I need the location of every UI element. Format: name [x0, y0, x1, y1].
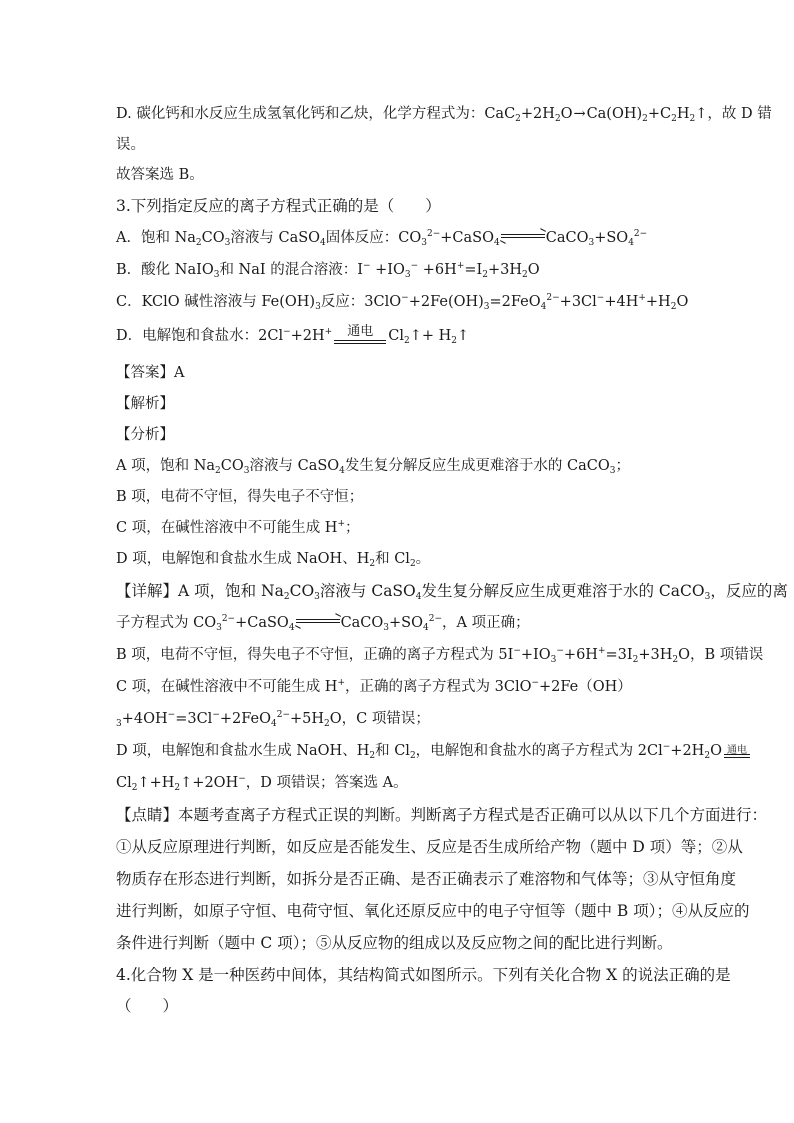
analysis-a: A 项，饱和 $Na_2CO_3$溶液与 CaSO$_4$发生复分解反应生成更难溶于水的 CaCO$_3$； — [116, 458, 630, 476]
question-4-stem: 4.化合物 X 是一种医药中间体，其结构简式如图所示。下列有关化合物 X 的说法正确的是 — [116, 966, 731, 984]
detail-line-7: $Cl_2↑+H_2↑+2OH^-$，D 项错误；答案选 A。 — [116, 774, 408, 793]
detail-line-1: 【详解】A 项，饱和 $Na_2CO_3$溶液与 CaSO$_4$发生复分解反应生成更难溶于水的 CaCO$_3$，反应的离 — [116, 582, 788, 602]
equilibrium-arrow-icon — [296, 615, 340, 629]
option-b: B．酸化 NaIO$_3$和 NaI 的混合溶液：$I^- +IO_3^- +6H^+=I_2+3H_2O$ — [116, 261, 540, 280]
electrolysis-condition: 通电 — [724, 743, 750, 759]
question-3-stem: 3.下列指定反应的离子方程式正确的是（ ） — [116, 197, 441, 215]
key-point-line-4: 进行判断，如原子守恒、电荷守恒、氧化还原反应中的电子守恒等（题中 B 项）；④从反应的 — [116, 902, 750, 920]
equilibrium-arrow-icon — [501, 230, 545, 244]
option-a: A．饱和 $Na_2CO_3$溶液与 CaSO$_4$固体反应：$CO_3^{2-}+CaSO_4$ $CaCO_3+SO_4^{2-}$ — [116, 229, 648, 248]
electrolysis-condition: 通电 — [334, 326, 386, 346]
detail-line-5: $_3+4OH^-=3Cl^-+2FeO_4^{2-}+5H_2O$，C 项错误； — [116, 710, 430, 729]
option-c: C．KClO 碱性溶液与 $Fe(OH)_3$反应：$3ClO^-+2Fe(OH)_3=2FeO_4^{2-}+3Cl^-+4H^++H_2O$ — [116, 293, 689, 312]
key-point-line-2: ①从反应原理进行判断，如反应是否能发生、反应是否生成所给产物（题中 D 项）等；②从 — [116, 838, 743, 856]
key-point-line-1: 【点睛】本题考查离子方程式正误的判断。判断离子方程式是否正确可以从以下几个方面进行： — [116, 806, 768, 824]
option-d: D．电解饱和食盐水：2Cl−+2H+ 通电 $Cl_2↑+$ $H_2↑$ — [116, 324, 470, 346]
option-d-previous-line: D. 碳化钙和水反应生成氢氧化钙和乙炔，化学方程式为：$CaC_2+2H_2O\to Ca(OH)_2+C_2H_2↑$，故 D 错 — [116, 106, 772, 124]
analysis-b: B 项，电荷不守恒，得失电子不守恒； — [116, 489, 364, 505]
analysis-c: C 项，在碱性溶液中不可能生成 H+； — [116, 519, 360, 536]
detail-line-3: B 项，电荷不守恒，得失电子不守恒，正确的离子方程式为 $5I^-+IO_3^-+6H^+=3I_2+3H_2O$，B 项错误 — [116, 646, 764, 665]
detail-line-2: 子方程式为 $CO_3^{2-}+CaSO_4$ $CaCO_3+SO_4^{2-}$，A 项正确； — [116, 614, 530, 633]
detail-line-6: D 项，电解饱和食盐水生成 NaOH、$H_2$和 $Cl_2$，电解饱和食盐水的离子方程式为 $2Cl^-+2H_2O$ 通电 — [116, 741, 752, 761]
answer-label: 【答案】A — [116, 365, 185, 381]
question-4-blank: （ ） — [116, 997, 179, 1015]
analysis-d: D 项，电解饱和食盐水生成 NaOH、$H_2$和 $Cl_2$。 — [116, 551, 431, 569]
text-line: 误。 — [116, 137, 145, 153]
detail-line-4: C 项，在碱性溶液中不可能生成 H+，正确的离子方程式为 3ClO−+2Fe（OH） — [116, 678, 632, 695]
key-point-line-3: 物质存在形态进行判断，如拆分是否正确、是否正确表示了难溶物和气体等；③从守恒角度 — [116, 870, 737, 888]
fenxi-label: 【分析】 — [116, 427, 174, 443]
key-point-line-5: 条件进行判断（题中 C 项）；⑤从反应物的组成以及反应物之间的配比进行判断。 — [116, 934, 673, 952]
text-line: 故答案选 B。 — [116, 167, 204, 183]
analysis-label: 【解析】 — [116, 396, 174, 412]
